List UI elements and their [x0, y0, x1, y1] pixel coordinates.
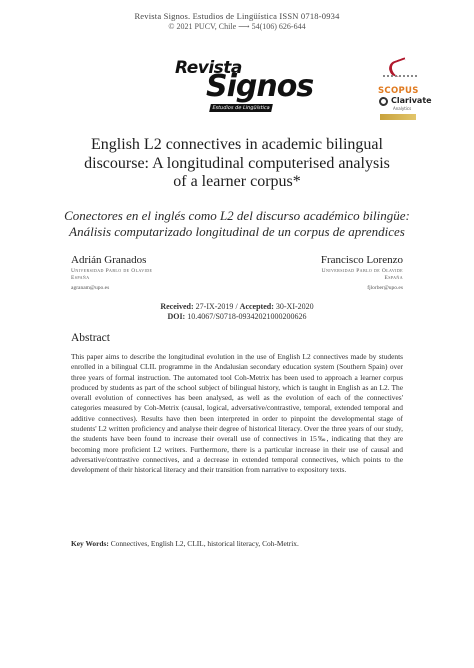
subtitle-line: Conectores en el inglés como L2 del discurso académico bilingüe:: [64, 208, 410, 223]
subtitle-line: Análisis computarizado longitudinal de un corpus de aprendices: [69, 223, 405, 239]
abstract-heading: Abstract: [71, 332, 110, 344]
author-name: Francisco Lorenzo: [320, 254, 403, 266]
indexing-badge-icon: [383, 60, 417, 80]
author-block-1: [71, 254, 152, 291]
title-line: English L2 connectives in academic bilingual: [91, 136, 383, 153]
title-line: discourse: A longitudinal computerised analysis: [84, 154, 390, 172]
author-name: Adrián Granados: [71, 254, 147, 266]
keywords: [71, 539, 403, 549]
doi-label: DOI:: [167, 312, 186, 321]
author-country: España: [384, 275, 403, 281]
journal-header: Revista Signos. Estudios de Lingüística ISSN 0718-0934: [134, 11, 340, 21]
logo-word-signos: Signos: [206, 69, 314, 104]
clarivate-icon: [379, 97, 388, 106]
author-email[interactable]: fjlorber@upo.es: [367, 285, 403, 291]
logo-tagline: Estudios de Lingüística: [209, 104, 273, 112]
journal-logo: [170, 58, 314, 116]
title-line: of a learner corpus*: [173, 173, 301, 190]
publication-dates: Received: 27-IX-2019 / Accepted: 30-XI-2020 DOI: 10.4067/S0718-09342021000200626: [160, 302, 314, 321]
accepted-date: 30-XI-2020: [275, 302, 314, 311]
author-country: España: [71, 275, 90, 281]
author-affiliation: Universidad Pablo de Olavide: [71, 268, 153, 274]
paper-title: [0, 136, 474, 192]
indexing-badge-gold: [380, 114, 416, 120]
author-affiliation: Universidad Pablo de Olavide: [321, 268, 403, 274]
logo-word-revista: Revista: [175, 58, 242, 78]
clarivate-badge: Clarivate: [391, 96, 432, 105]
author-email[interactable]: agranam@upo.es: [71, 285, 110, 291]
author-block-2: [321, 254, 403, 291]
doi-value[interactable]: 10.4067/S0718-09342021000200626: [187, 312, 307, 321]
keywords-label: Key Words:: [71, 539, 109, 548]
clarivate-subtitle: Analytics: [393, 106, 412, 111]
abstract-body: This paper aims to describe the longitudinal evolution in the use of English L2 connectives made by students enrolled in a bilingual CLIL programme in the Andalusian secondary education system (Southern Spain) over three years of formal instruction. The automated tool Coh-Metrix has been used to approach a learner corpus produced by students as part of the school subject of bilingual history, which is taught in English as an L2. The overall evolution of connectives has been analysed, as well as the evolution of each of the connectives' categories measured by Coh-Metrix (causal, logical, adversative/contrastive, temporal, extended temporal and additive connectives). Results have then been interpreted in order to pinpoint the developmental stage of students' L2 written proficiency and analyse their degree of historical literacy. Over the three years of our study, the students have been found to increase their overall use of connectives in 15‰, indicating that they are becoming more proficient L2 writers. Furthermore, there is a particular increase in their use of causal and adversative/contrastive connectives, and a decrease in extended temporal connectives, which points to the development of their historical literacy and their transition from narrative to expository texts.: [71, 352, 403, 475]
received-label: Received:: [160, 302, 194, 311]
accepted-label: Accepted:: [239, 302, 274, 311]
paper-subtitle-spanish: [0, 208, 474, 239]
scopus-badge: SCOPUS: [378, 86, 419, 96]
keywords-value: Connectives, English L2, CLIL, historical literacy, Coh-Metrix.: [108, 539, 299, 548]
copyright-line: © 2021 PUCV, Chile ⟶ 54(106) 626-644: [168, 22, 306, 31]
received-date: 27-IX-2019: [195, 302, 234, 311]
